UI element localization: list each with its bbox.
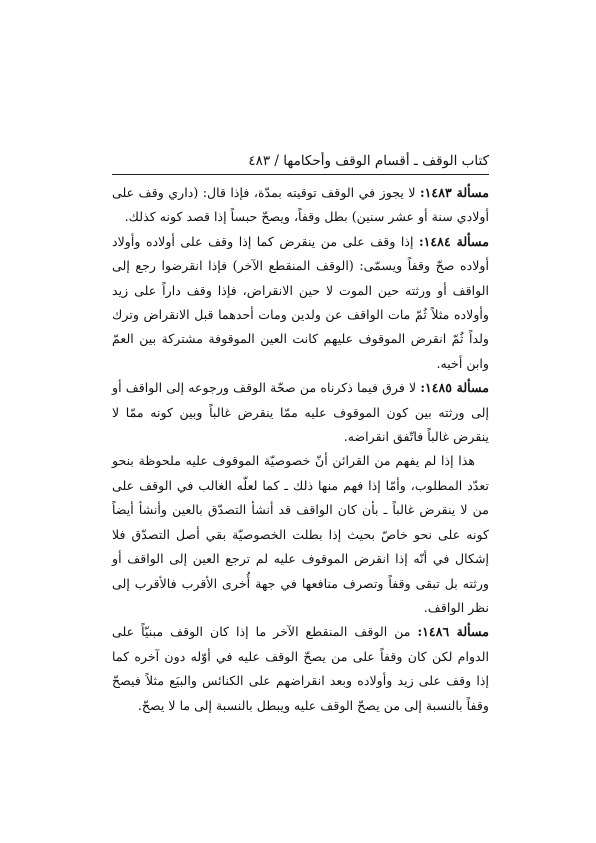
paragraph-text: إذا وقف على من ينقرض كما إذا وقف على أولاده وأولاد أولاده صحّ وقفاً ويسمّى: (الوقف المنقطع الآخر) فإذا انقرضوا رجع إلى الواقف أو ورثته حين الموت لا حين الانقراض، فإذا وقف داراً على زيد وأولاده مثلاً ثُمّ مات الواقف عن ولدين ومات أحدهما قبل الانقراض وترك ولداً ثُمّ انقرض الموقوف عليهم كانت العين الموقوفة مشتركة بين العمّ وابن أخيه.: [112, 233, 489, 371]
header-rule: [112, 174, 489, 175]
paragraph-text: لا فرق فيما ذكرناه من صحّة الوقف ورجوعه إلى الواقف أو إلى ورثته بين كون الموقوف عليه ممّا ينقرض غالباً وبين كونه ممّا لا ينقرض غالباً فاتّفق انقراضه.: [112, 380, 489, 445]
paragraph-commentary: [112, 449, 489, 620]
issue-number: مسألة ١٤٨٣:: [420, 185, 489, 200]
issue-number: مسألة ١٤٨٦:: [417, 624, 489, 640]
issue-number: مسألة ١٤٨٤:: [419, 233, 489, 249]
paragraph-issue-1484: [112, 230, 489, 376]
issue-number: مسألة ١٤٨٥:: [420, 380, 489, 396]
paragraph-issue-1486: [112, 620, 489, 718]
running-title: كتاب الوقف ـ أقسام الوقف وأحكامها / ٤٨٣: [248, 153, 489, 169]
paragraph-text: لا يجوز في الوقف توقيته بمدّة، فإذا قال: (داري وقف على أولادي سنة أو عشر سنين) بطل وقفاً، ويصحّ حبساً إذا قصد كونه كذلك.: [112, 185, 489, 225]
paragraph-issue-1483: [112, 181, 489, 230]
body-text: [112, 181, 489, 718]
running-header: [112, 150, 489, 172]
paragraph-text: من الوقف المنقطع الآخر ما إذا كان الوقف مبنيّاً على الدوام لكن كان وقفاً على من يصحّ الوقف عليه في أوّله دون آخره كما إذا وقف على زيد وأولاده وبعد انقراضهم على الكنائس والبيَع مثلاً فيصحّ وقفاً بالنسبة إلى من يصحّ الوقف عليه ويبطل بالنسبة إلى ما لا يصحّ.: [112, 624, 489, 713]
paragraph-text: هذا إذا لم يفهم من القرائن أنّ خصوصيّة الموقوف عليه ملحوظة بنحو تعدّد المطلوب، وأمّا إذا فهم منها ذلك ـ كما لعلّه الغالب في الوقف على من لا ينقرض غالباً ـ بأن كان الواقف قد أنشأ التصدّق بالعين وأنشأ أيضاً كونه على نحو خاصّ بحيث إذا بطلت الخصوصيّة بقي أصل التصدّق فلا إشكال في أنّه إذا انقرض الموقوف عليه لم ترجع العين إلى الواقف أو ورثته بل تبقى وقفاً وتصرف منافعها في جهة أُخرى الأقرب فالأقرب إلى نظر الواقف.: [112, 453, 489, 615]
paragraph-issue-1485: [112, 376, 489, 449]
